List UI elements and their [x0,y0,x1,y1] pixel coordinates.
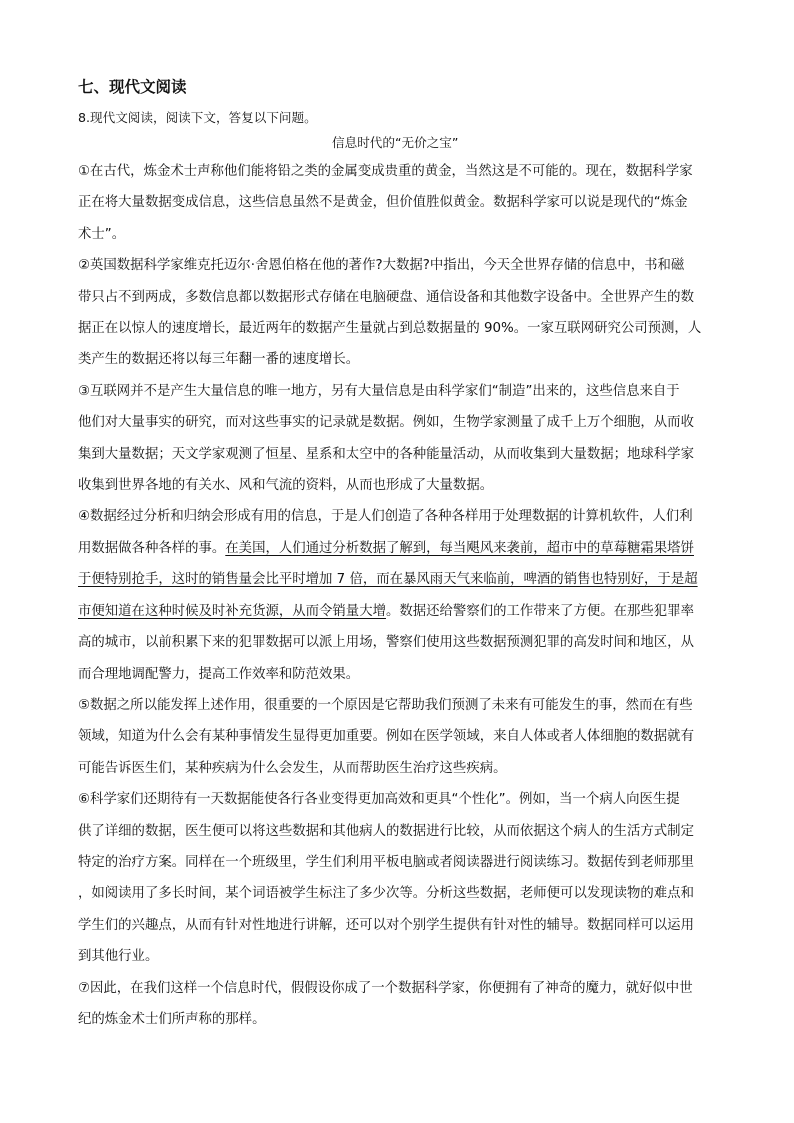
paragraph-line: 他们对大量事实的研究，而对这些事实的记录就是数据。例如，生物学家测量了成千上万个细胞，从而收 [78,415,694,431]
paragraph-7 [78,973,718,1036]
paragraph-line: ⑦因此，在我们这样一个信息时代，假假设你成了一个数据科学家，你便拥有了神奇的魔力，就好似中世 [78,980,693,996]
paragraph-line [78,533,718,564]
paragraph-line: 可能告诉医生们，某种疾病为什么会发生，从而帮助医生治疗这些疾病。 [78,760,507,776]
paragraph-line: ②英国数据科学家维克托迈尔·舍恩伯格在他的著作?大数据?中指出，今天全世界存储的信息中，书和磁 [78,258,685,274]
paragraph-2 [78,250,718,376]
question-prompt: 8.现代文阅读，阅读下文，答复以下问题。 [78,110,317,125]
paragraph-text: 。数据还给警察们的工作带来了方便。在那些犯罪率 [385,603,694,619]
underlined-passage: 在美国，人们通过分析数据了解到，每当飓风来袭前，超市中的草莓糖霜果塔饼 [225,540,694,556]
paragraph-line: 类产生的数据还将以每三年翻一番的速度增长。 [78,352,360,368]
paragraph-line: 集到大量数据；天文学家观测了恒星、星系和太空中的各种能量活动，从而收集到大量数据；地球科学家 [78,446,694,462]
paragraph-6 [78,784,718,972]
paragraph-1 [78,156,718,250]
paragraph-line: ，如阅读用了多长时间，某个词语被学生标注了多少次等。分析这些数据，老师便可以发现读物的难点和 [78,886,694,902]
paragraph-line [78,596,718,627]
paragraph-line: 高的城市，以前积累下来的犯罪数据可以派上用场，警察们使用这些数据预测犯罪的高发时间和地区，从 [78,635,694,651]
paragraph-line: 正在将大量数据变成信息，这些信息虽然不是黄金，但价值胜似黄金。数据科学家可以说是现代的“炼金 [78,195,688,211]
article-title: 信息时代的“无价之宝” [332,135,459,150]
paragraph-text: 用数据做各种各样的事。 [78,540,226,556]
paragraph-line: 领域，知道为什么会有某种事情发生显得更加重要。例如在医学领域，来自人体或者人体细胞的数据就有 [78,729,694,745]
paragraph-line: ③互联网并不是产生大量信息的唯一地方，另有大量信息是由科学家们“制造”出来的，这些信息来自于 [78,383,680,399]
paragraph-line: 而合理地调配警力，提高工作效率和防范效果。 [78,666,360,682]
paragraph-line [78,564,718,595]
document-page [78,72,718,1035]
paragraph-line: 到其他行业。 [78,949,159,965]
paragraph-line: 带只占不到两成，多数信息都以数据形式存储在电脑硬盘、通信设备和其他数字设备中。全世界产生的数 [78,289,694,305]
paragraph-line: 学生们的兴趣点，从而有针对性地进行讲解，还可以对个别学生提供有针对性的辅导。数据同样可以运用 [78,917,694,933]
underlined-passage: 市便知道在这种时候及时补充货源，从而令销量大增 [78,603,386,619]
paragraph-line: 供了详细的数据，医生便可以将这些数据和其他病人的数据进行比较，从而依据这个病人的生活方式制定 [78,823,694,839]
paragraph-5 [78,690,718,784]
section-title: 七、现代文阅读 [78,78,187,96]
paragraph-line: ⑤数据之所以能发挥上述作用，很重要的一个原因是它帮助我们预测了未来有可能发生的事，然而在有些 [78,697,693,713]
paragraph-line: 据正在以惊人的速度增长，最近两年的数据产生量就占到总数据量的 90%。一家互联网研究公司预测，人 [78,321,702,337]
paragraph-3 [78,376,718,502]
paragraph-line: ⑥科学家们还期待有一天数据能使各行各业变得更加高效和更具“个性化”。例如，当一个病人向医生提 [78,792,680,808]
paragraph-line: ①在古代，炼金术士声称他们能将铅之类的金属变成贵重的黄金，当然这是不可能的。现在，数据科学家 [78,164,693,179]
paragraph-line: 纪的炼金术士们所声称的那样。 [78,1011,266,1027]
paragraph-line: 术士”。 [78,226,126,242]
paragraph-line: 特定的治疗方案。同样在一个班级里，学生们利用平板电脑或者阅读器进行阅读练习。数据传到老师那里 [78,854,694,870]
paragraph-line: 收集到世界各地的有关水、风和气流的资料，从而也形成了大量数据。 [78,478,494,494]
underlined-passage: 于便特别抢手，这时的销售量会比平时增加 7 倍，而在暴风雨天气来临前，啤酒的销售也特别好，于是超 [78,572,698,588]
paragraph-line: ④数据经过分析和归纳会形成有用的信息，于是人们创造了各种各样用于处理数据的计算机软件，人们利 [78,509,693,525]
paragraph-4 [78,501,718,689]
